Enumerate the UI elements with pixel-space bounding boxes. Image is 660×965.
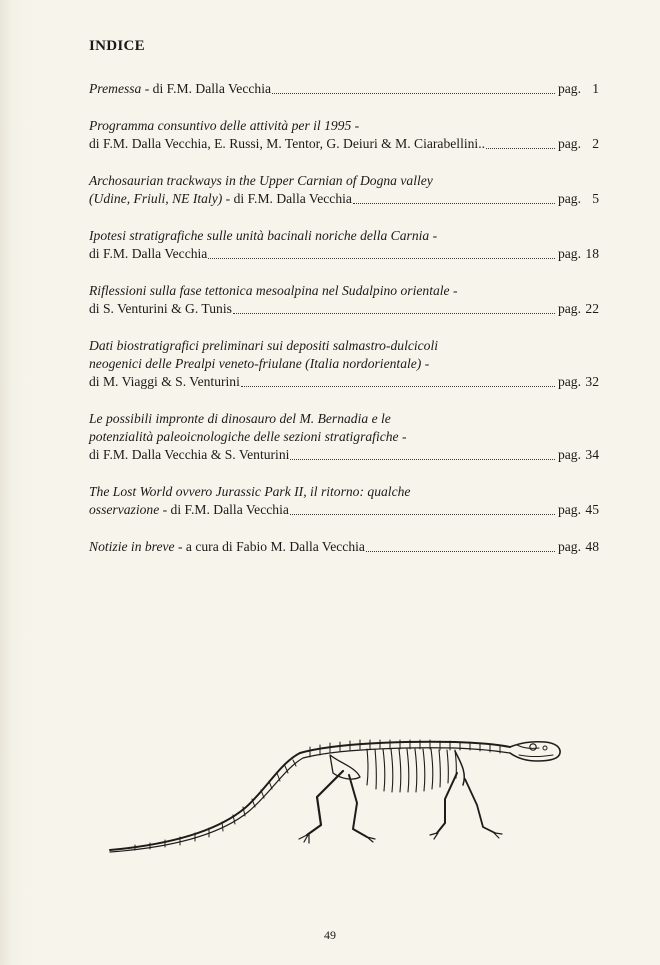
entry-author: - di F.M. Dalla Vecchia (222, 191, 352, 206)
entry-author: di F.M. Dalla Vecchia & S. Venturini (89, 447, 290, 462)
toc-entry-line (89, 190, 599, 208)
entry-page-ref (558, 135, 599, 153)
entry-page-ref (558, 373, 599, 391)
toc-entry-line (89, 172, 599, 190)
toc-entry-line (89, 245, 599, 263)
entry-title: (Udine, Friuli, NE Italy) (89, 191, 223, 206)
entry-page-number: 32 (585, 374, 599, 389)
pag-label: pag. (557, 539, 581, 554)
toc-entry-line (89, 282, 599, 300)
toc-entry (89, 172, 599, 208)
entry-title: Programma consuntivo delle attività per il 1995 - (89, 118, 360, 133)
entry-title: Le possibili impronte di dinosauro del M. Bernadia e le (89, 411, 391, 426)
pag-label: pag. (557, 191, 581, 206)
toc-entry (89, 117, 599, 153)
toc-entry-line (89, 337, 599, 355)
entry-page-number: 2 (592, 136, 599, 151)
leader-dots (241, 386, 555, 387)
entry-title: potenzialità paleoicnologiche delle sezioni stratigrafiche - (89, 429, 407, 444)
leader-dots (208, 258, 555, 259)
leader-dots (353, 203, 555, 204)
entry-title: Notizie in breve (89, 539, 175, 554)
entry-title: neogenici delle Prealpi veneto-friulane (Italia nordorientale) - (89, 356, 430, 371)
entry-title: osservazione (89, 502, 160, 517)
toc-entry-line (89, 135, 599, 153)
entry-page-number: 22 (585, 301, 599, 316)
entry-title: Ipotesi stratigrafiche sulle unità bacinali noriche della Carnia - (89, 228, 438, 243)
toc-entry-line (89, 428, 599, 446)
toc-entry (89, 227, 599, 263)
pag-label: pag. (557, 301, 581, 316)
entry-page-number: 48 (585, 539, 599, 554)
entry-page-number: 5 (592, 191, 599, 206)
toc-entry-line (89, 300, 599, 318)
toc-entry (89, 483, 599, 519)
leader-dots (486, 148, 555, 149)
toc-entry-line (89, 410, 599, 428)
entry-author: - di F.M. Dalla Vecchia (159, 502, 289, 517)
entry-page-ref (558, 446, 599, 464)
leader-dots (272, 93, 555, 94)
toc-entry (89, 337, 599, 391)
toc-entry-line (89, 355, 599, 373)
table-of-contents (89, 80, 599, 575)
page-number: 49 (324, 928, 336, 942)
entry-title: Riflessioni sulla fase tettonica mesoalpina nel Sudalpino orientale - (89, 283, 458, 298)
entry-page-ref (558, 300, 599, 318)
leader-dots (366, 551, 555, 552)
toc-entry-line (89, 483, 599, 501)
toc-entry (89, 80, 599, 98)
pag-label: pag. (557, 502, 581, 517)
toc-entry-line (89, 80, 599, 98)
entry-title: Dati biostratigrafici preliminari sui depositi salmastro-dulcicoli (89, 338, 439, 353)
leader-dots (290, 514, 555, 515)
entry-page-number: 1 (592, 81, 599, 96)
pag-label: pag. (557, 447, 581, 462)
entry-author: di S. Venturini & G. Tunis (89, 301, 232, 316)
toc-entry (89, 282, 599, 318)
entry-page-number: 45 (585, 502, 599, 517)
index-heading: INDICE (89, 38, 145, 54)
entry-author: di F.M. Dalla Vecchia, E. Russi, M. Tentor, G. Deiuri & M. Ciarabellini.. (89, 136, 485, 151)
toc-entry-line (89, 446, 599, 464)
leader-dots (233, 313, 555, 314)
toc-entry-line (89, 117, 599, 135)
toc-entry (89, 538, 599, 556)
entry-author: - di F.M. Dalla Vecchia (141, 81, 272, 96)
pag-label: pag. (557, 374, 581, 389)
entry-page-ref (558, 190, 599, 208)
entry-page-number: 34 (585, 447, 599, 462)
toc-entry-line (89, 227, 599, 245)
leader-dots (290, 459, 555, 460)
entry-page-ref (558, 245, 599, 263)
entry-page-ref (558, 538, 599, 556)
toc-entry (89, 410, 599, 464)
entry-author: di F.M. Dalla Vecchia (89, 246, 208, 261)
toc-entry-line (89, 538, 599, 556)
reptile-skeleton-illustration (105, 733, 565, 853)
entry-page-number: 18 (585, 246, 599, 261)
entry-title: Archosaurian trackways in the Upper Carnian of Dogna valley (89, 173, 433, 188)
entry-title: Premessa (89, 81, 142, 96)
pag-label: pag. (557, 81, 581, 96)
pag-label: pag. (557, 136, 581, 151)
toc-entry-line (89, 373, 599, 391)
entry-title: The Lost World ovvero Jurassic Park II, il ritorno: qualche (89, 484, 411, 499)
toc-entry-line (89, 501, 599, 519)
entry-author: - a cura di Fabio M. Dalla Vecchia (174, 539, 365, 554)
entry-page-ref (558, 501, 599, 519)
entry-page-ref (558, 80, 599, 98)
entry-author: di M. Viaggi & S. Venturini (89, 374, 240, 389)
pag-label: pag. (557, 246, 581, 261)
